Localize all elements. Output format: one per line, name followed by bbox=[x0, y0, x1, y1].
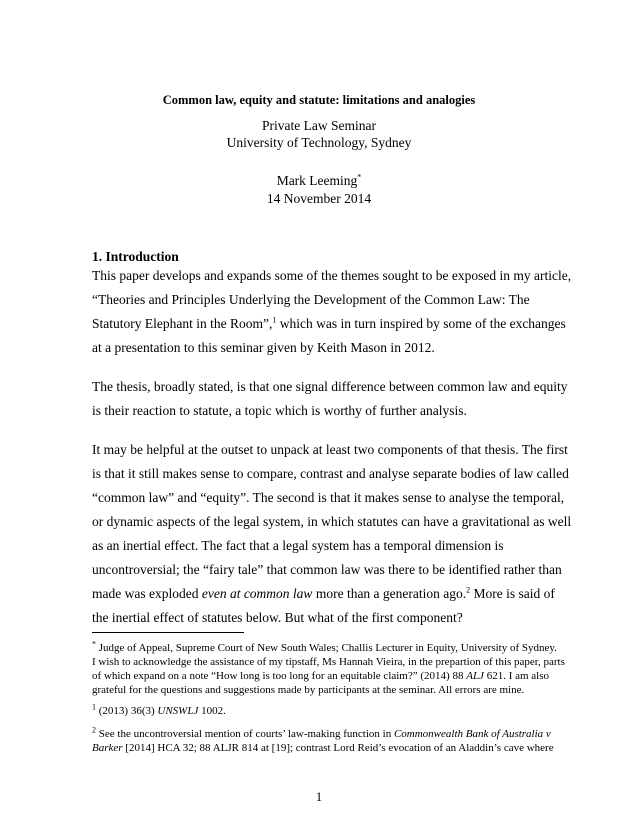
footnote-1-italic: UNSWLJ bbox=[157, 705, 199, 717]
para3-line5: as an inertial effect. The fact that a legal system has a temporal dimension is bbox=[92, 538, 504, 553]
para3-line7-text-b: more than a generation ago. bbox=[312, 586, 467, 601]
footnote-1 bbox=[92, 702, 226, 717]
institution-name: University of Technology, Sydney bbox=[226, 135, 412, 150]
footnote-star-line3 bbox=[92, 670, 549, 682]
footnote-1-text-b: 1002. bbox=[198, 705, 226, 717]
para1-line3-text-b: which was in turn inspired by some of the exchanges bbox=[276, 316, 566, 331]
footnote-2-italic2: Barker bbox=[92, 742, 123, 754]
footnote-1-text-a: (2013) 36(3) bbox=[96, 705, 158, 717]
footnote-2-mark: 2 bbox=[92, 725, 96, 735]
footnote-separator bbox=[92, 632, 244, 633]
footnote-ref-2: 2 bbox=[466, 585, 471, 595]
para1-line1: This paper develops and expands some of the themes sought to be exposed in my article, bbox=[92, 268, 572, 283]
footnote-1-mark: 1 bbox=[92, 702, 96, 712]
para3-line7-italic: even at common law bbox=[201, 586, 313, 601]
para3-line7 bbox=[92, 586, 555, 602]
footnote-2-line1 bbox=[92, 725, 551, 740]
paper-title: Common law, equity and statute: limitations and analogies bbox=[162, 93, 476, 107]
page-number: 1 bbox=[315, 790, 323, 804]
footnote-ref-1: 1 bbox=[272, 315, 277, 325]
para3-line1: It may be helpful at the outset to unpack at least two components of that thesis. The first bbox=[92, 442, 568, 457]
para3-line7-text-a: made was exploded bbox=[92, 586, 202, 601]
paper-date: 14 November 2014 bbox=[266, 191, 372, 206]
section-heading: 1. Introduction bbox=[92, 249, 179, 264]
para1-line2: “Theories and Principles Underlying the Development of the Common Law: The bbox=[92, 292, 530, 307]
footnote-star-text1: Judge of Appeal, Supreme Court of New South Wales; Challis Lecturer in Equity, University of Sydney. bbox=[96, 642, 557, 654]
footnote-2-line2 bbox=[92, 742, 554, 754]
footnote-2-text2b: [2014] HCA 32; 88 ALJR 814 at [19]; contrast Lord Reid’s evocation of an Aladdin’s cave where bbox=[122, 742, 554, 754]
para1-line3-text-a: Statutory Elephant in the Room”, bbox=[92, 316, 273, 331]
footnote-star-line2: I wish to acknowledge the assistance of my tipstaff, Ms Hannah Vieira, in the prepartion of this paper, parts bbox=[92, 656, 565, 668]
footnote-star-line4: grateful for the questions and suggestions made by participants at the seminar. All errors are mine. bbox=[92, 684, 525, 696]
para2-line2: is their reaction to statute, a topic which is worthy of further analysis. bbox=[92, 403, 467, 418]
para1-line4: at a presentation to this seminar given by Keith Mason in 2012. bbox=[92, 340, 435, 355]
seminar-name: Private Law Seminar bbox=[262, 118, 376, 133]
footnote-star-text3a: of which expand on a note “How long is too long for an equitable claim?” (2014) 88 bbox=[92, 670, 467, 682]
footnote-star-text3b: 621. I am also bbox=[483, 670, 550, 682]
footnote-star-line1 bbox=[92, 639, 557, 654]
para3-line6: uncontroversial; the “fairy tale” that common law was there to be identified rather than bbox=[92, 562, 562, 577]
para3-line7-text-c: More is said of bbox=[470, 586, 555, 601]
para1-line3 bbox=[92, 316, 566, 332]
footnote-2-italic1: Commonwealth Bank of Australia v bbox=[393, 728, 551, 740]
footnote-star-italic: ALJ bbox=[466, 670, 484, 682]
para3-line2: is that it still makes sense to compare, contrast and analyse separate bodies of law called bbox=[92, 466, 569, 481]
para3-line8: the inertial effect of statutes below. But what of the first component? bbox=[92, 610, 463, 625]
author-line bbox=[0, 173, 638, 189]
para3-line4: or dynamic aspects of the legal system, in which statutes can have a gravitational as well bbox=[92, 514, 572, 529]
footnote-star-mark: * bbox=[92, 639, 96, 649]
footnote-2-text1a: See the uncontroversial mention of courts’ law-making function in bbox=[96, 728, 394, 740]
para3-line3: “common law” and “equity”. The second is that it makes sense to analyse the temporal, bbox=[92, 490, 565, 505]
author-footnote-mark: * bbox=[357, 172, 362, 182]
author-name: Mark Leeming bbox=[276, 173, 358, 188]
para2-line1: The thesis, broadly stated, is that one signal difference between common law and equity bbox=[92, 379, 568, 394]
